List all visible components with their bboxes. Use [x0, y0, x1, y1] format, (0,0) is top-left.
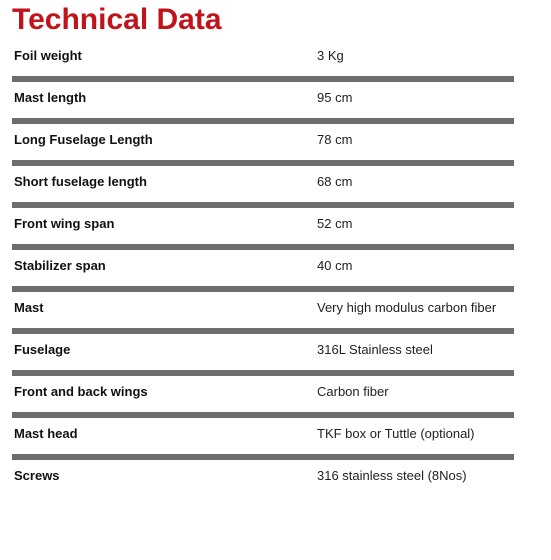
- spec-row-mast: [12, 292, 514, 334]
- spec-label: Stabilizer span: [14, 258, 106, 273]
- spec-row-stabilizer-span: [12, 250, 514, 292]
- spec-row-foil-weight: [12, 40, 514, 82]
- spec-label: Foil weight: [14, 48, 82, 63]
- spec-row-long-fuselage-length: [12, 124, 514, 166]
- spec-value: 40 cm: [317, 258, 353, 273]
- spec-value: Carbon fiber: [317, 384, 389, 399]
- spec-row-mast-length: [12, 82, 514, 124]
- spec-value: TKF box or Tuttle (optional): [317, 426, 475, 441]
- spec-label: Long Fuselage Length: [14, 132, 153, 147]
- spec-row-mast-head: [12, 418, 514, 460]
- spec-label: Short fuselage length: [14, 174, 147, 189]
- spec-value: 78 cm: [317, 132, 353, 147]
- spec-row-fuselage: [12, 334, 514, 376]
- spec-label: Mast length: [14, 90, 87, 105]
- spec-label: Fuselage: [14, 342, 71, 357]
- spec-value: Very high modulus carbon fiber: [317, 300, 497, 315]
- spec-label: Front wing span: [14, 216, 115, 231]
- spec-row-front-wing-span: [12, 208, 514, 250]
- spec-value: 316 stainless steel (8Nos): [317, 468, 467, 483]
- spec-value: 3 Kg: [317, 48, 344, 63]
- page-title: Technical Data: [12, 3, 222, 36]
- spec-value: 68 cm: [317, 174, 353, 189]
- technical-data-table: [12, 40, 514, 496]
- spec-row-screws: [12, 460, 514, 496]
- spec-label: Screws: [14, 468, 60, 483]
- spec-value: 316L Stainless steel: [317, 342, 433, 357]
- spec-label: Front and back wings: [14, 384, 148, 399]
- spec-row-front-and-back-wings: [12, 376, 514, 418]
- spec-value: 95 cm: [317, 90, 353, 105]
- spec-label: Mast: [14, 300, 44, 315]
- spec-row-short-fuselage-length: [12, 166, 514, 208]
- spec-value: 52 cm: [317, 216, 353, 231]
- spec-label: Mast head: [14, 426, 78, 441]
